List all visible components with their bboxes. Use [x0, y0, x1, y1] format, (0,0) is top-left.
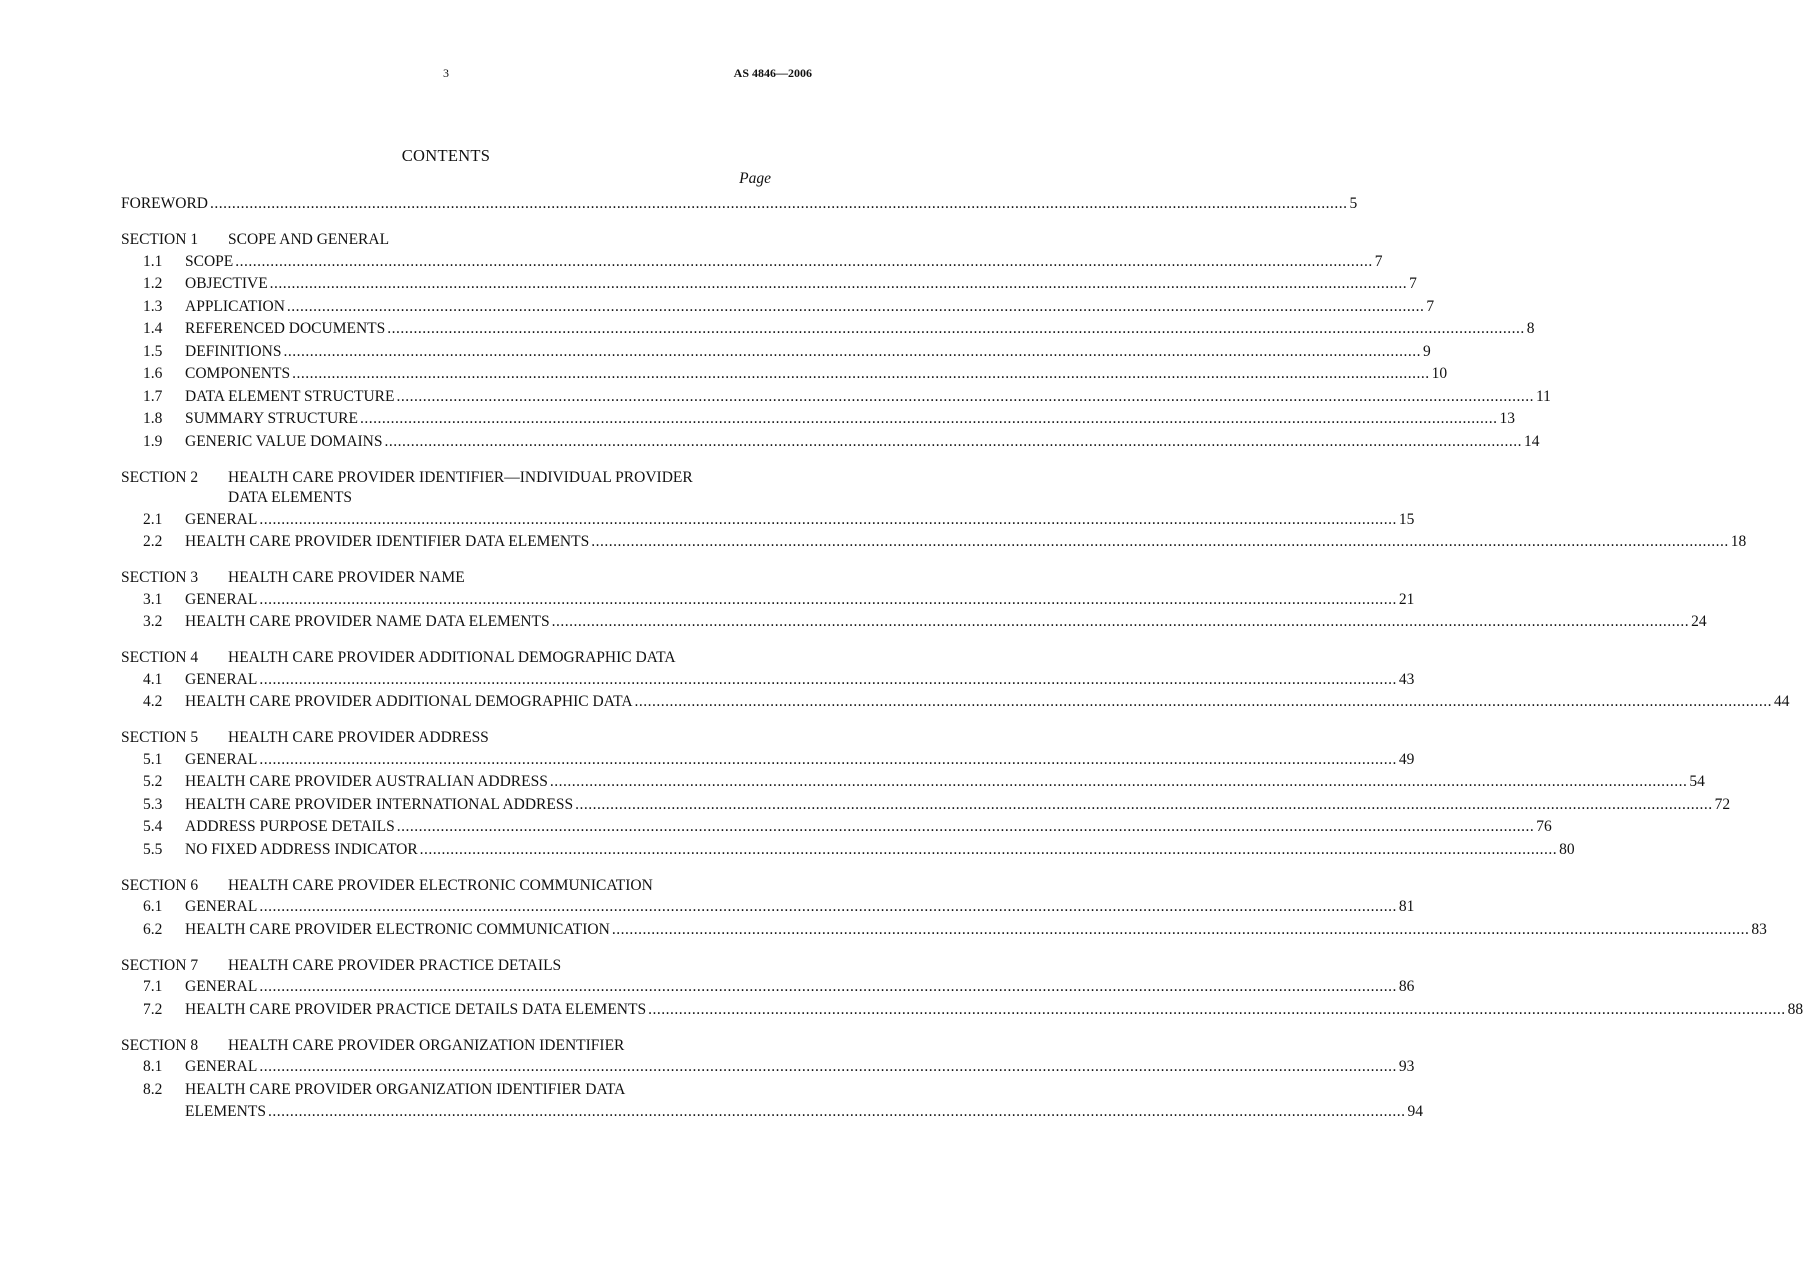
- toc-entry-label: APPLICATION: [185, 297, 285, 315]
- toc-entry-page: 43: [1398, 670, 1415, 688]
- toc-entry-number: 1.9: [143, 432, 163, 450]
- toc-entry-page: 80: [1559, 840, 1575, 858]
- toc-entry-page: 11: [1535, 387, 1551, 405]
- section-number: SECTION 3: [121, 569, 199, 586]
- toc-entry-label: HEALTH CARE PROVIDER IDENTIFIER DATA ELEMENTS: [185, 533, 590, 550]
- dot-leader: ....................................................................................................................................................................................................................................................................: [611, 920, 1750, 938]
- toc-entry-label: FOREWORD: [121, 195, 208, 212]
- dot-leader: ....................................................................................................................................................................................................................................................................: [396, 818, 1535, 835]
- dot-leader: ....................................................................................................................................................................................................................................................................: [551, 613, 1690, 630]
- toc-entry-label: HEALTH CARE PROVIDER INTERNATIONAL ADDRESS: [185, 795, 574, 813]
- toc-entry[interactable]: [121, 318, 1535, 341]
- dot-leader: ....................................................................................................................................................................................................................................................................: [269, 275, 1408, 292]
- dot-leader: ....................................................................................................................................................................................................................................................................: [286, 297, 1425, 315]
- toc-entry-label: HEALTH CARE PROVIDER NAME DATA ELEMENTS: [185, 613, 550, 630]
- toc-entry[interactable]: [121, 1079, 771, 1102]
- toc-entry-page: 24: [1691, 613, 1707, 630]
- section-number: SECTION 2: [121, 468, 199, 486]
- toc-entry-page: 7: [1409, 275, 1417, 292]
- toc-entry-label: HEALTH CARE PROVIDER PRACTICE DETAILS DATA ELEMENTS: [185, 1000, 647, 1018]
- section-title: HEALTH CARE PROVIDER PRACTICE DETAILS: [228, 956, 562, 974]
- toc-entry-page: 10: [1431, 365, 1448, 382]
- section-title: HEALTH CARE PROVIDER ADDRESS: [228, 729, 489, 746]
- toc-entry-label: HEALTH CARE PROVIDER ELECTRONIC COMMUNICATION: [185, 920, 610, 938]
- toc-entry[interactable]: [121, 341, 1431, 364]
- toc-entry[interactable]: [121, 691, 1790, 714]
- page-number: 3: [443, 66, 449, 80]
- toc-entry[interactable]: [121, 816, 1552, 839]
- section-heading[interactable]: [121, 1036, 771, 1057]
- toc-entry-number: 3.1: [143, 590, 163, 608]
- toc-entry-label: DATA ELEMENT STRUCTURE: [185, 387, 395, 405]
- toc-entry-page: 93: [1398, 1058, 1415, 1075]
- toc-entry-label: SCOPE: [185, 252, 234, 270]
- toc-entry[interactable]: [121, 431, 1540, 454]
- toc-entry-page: 88: [1787, 1000, 1803, 1018]
- toc-entry[interactable]: [121, 794, 1731, 817]
- toc-entry[interactable]: [121, 749, 1415, 772]
- toc-entry[interactable]: [121, 999, 1803, 1022]
- toc-entry-label: DEFINITIONS: [185, 342, 282, 360]
- toc-entry[interactable]: [121, 296, 1435, 319]
- toc-entry-label: NO FIXED ADDRESS INDICATOR: [185, 840, 418, 858]
- dot-leader: ....................................................................................................................................................................................................................................................................: [259, 898, 1397, 915]
- section-number: SECTION 8: [121, 1036, 199, 1054]
- toc-entry[interactable]: [121, 896, 1415, 919]
- toc-entry-page: 86: [1398, 978, 1415, 995]
- toc-entry-page: 54: [1689, 773, 1705, 790]
- toc-entry-label: HEALTH CARE PROVIDER ADDITIONAL DEMOGRAPHIC DATA: [185, 693, 633, 710]
- toc-entry-page: 9: [1422, 342, 1431, 360]
- dot-leader: ....................................................................................................................................................................................................................................................................: [283, 342, 1421, 360]
- toc-entry-number: 2.2: [143, 533, 163, 550]
- toc-entry-number: 6.1: [143, 898, 163, 915]
- dot-leader: ....................................................................................................................................................................................................................................................................: [648, 1000, 1786, 1018]
- toc-entry-number: 5.1: [143, 750, 163, 768]
- section-number: SECTION 5: [121, 729, 199, 746]
- section-title: HEALTH CARE PROVIDER ELECTRONIC COMMUNICATION: [228, 876, 653, 894]
- toc-entry-page: 49: [1398, 750, 1415, 768]
- section-title: DATA ELEMENTS: [228, 489, 353, 506]
- toc-entry[interactable]: [121, 408, 1515, 431]
- dot-leader: ....................................................................................................................................................................................................................................................................: [209, 195, 1348, 212]
- toc-entry-page: 7: [1374, 252, 1383, 270]
- toc-entry-label: GENERAL: [185, 750, 258, 768]
- toc-entry-label: GENERAL: [185, 1058, 258, 1075]
- toc-entry-number: 1.4: [143, 320, 163, 337]
- dot-leader: ....................................................................................................................................................................................................................................................................: [259, 590, 1397, 608]
- toc-entry-number: 4.1: [143, 670, 163, 688]
- dot-leader: ....................................................................................................................................................................................................................................................................: [235, 252, 1373, 270]
- toc-entry[interactable]: [121, 919, 1767, 942]
- toc-entry-page: 76: [1536, 818, 1552, 835]
- toc-entry[interactable]: [121, 669, 1415, 692]
- toc-entry-number: 6.2: [143, 920, 163, 938]
- toc-entry-page: 21: [1398, 590, 1415, 608]
- toc-entry-number: 4.2: [143, 693, 163, 710]
- dot-leader: ....................................................................................................................................................................................................................................................................: [359, 410, 1498, 427]
- dot-leader: ....................................................................................................................................................................................................................................................................: [384, 432, 1522, 450]
- toc-entry-number: 5.3: [143, 795, 163, 813]
- toc-entry-label: ELEMENTS: [185, 1103, 266, 1120]
- toc-entry[interactable]: [121, 386, 1551, 409]
- dot-leader: ....................................................................................................................................................................................................................................................................: [259, 670, 1397, 688]
- toc-entry-label: OBJECTIVE: [185, 275, 268, 292]
- toc-entry-number: 2.1: [143, 510, 163, 528]
- toc-entry-page: 72: [1714, 795, 1731, 813]
- toc-entry-number: 5.5: [143, 840, 163, 858]
- toc-entry-number: 5.2: [143, 773, 163, 790]
- toc-entry-label: GENERIC VALUE DOMAINS: [185, 432, 383, 450]
- page-column-label: Page: [739, 170, 771, 187]
- toc-entry-number: 8.2: [143, 1080, 163, 1098]
- toc-entry[interactable]: [121, 531, 1747, 554]
- toc-entry-number: 7.2: [143, 1000, 163, 1018]
- section-title: SCOPE AND GENERAL: [228, 231, 390, 248]
- section-heading[interactable]: [121, 648, 771, 669]
- section-title: HEALTH CARE PROVIDER ORGANIZATION IDENTIFIER: [228, 1036, 625, 1054]
- standard-reference: AS 4846—2006: [733, 66, 812, 80]
- toc-entry[interactable]: [121, 589, 1415, 612]
- toc-entry-page: 14: [1524, 432, 1540, 450]
- toc-entry[interactable]: [121, 251, 1383, 274]
- toc-entry-page: 15: [1398, 510, 1415, 528]
- toc-entry-label: GENERAL: [185, 898, 258, 915]
- toc-entry[interactable]: [121, 771, 1705, 794]
- toc-entry-number: 3.2: [143, 613, 163, 630]
- toc-entry-number: 1.3: [143, 297, 163, 315]
- toc-entry-foreword[interactable]: [121, 193, 1358, 216]
- dot-leader: ....................................................................................................................................................................................................................................................................: [259, 978, 1397, 995]
- page-title: CONTENTS: [401, 146, 491, 165]
- toc-entry-number: 1.5: [143, 342, 163, 360]
- toc-entry-page: 18: [1730, 533, 1747, 550]
- toc-entry[interactable]: [121, 509, 1415, 532]
- dot-leader: ....................................................................................................................................................................................................................................................................: [387, 320, 1525, 337]
- section-title: HEALTH CARE PROVIDER NAME: [228, 569, 465, 586]
- toc-entry-page: 5: [1349, 195, 1358, 212]
- dot-leader: ....................................................................................................................................................................................................................................................................: [419, 840, 1558, 858]
- dot-leader: ....................................................................................................................................................................................................................................................................: [267, 1103, 1406, 1120]
- toc-entry-label: HEALTH CARE PROVIDER ORGANIZATION IDENTIFIER DATA: [185, 1080, 626, 1098]
- toc-entry[interactable]: [121, 1101, 1423, 1124]
- toc-entry-number: 1.8: [143, 410, 163, 427]
- section-heading[interactable]: [121, 876, 771, 897]
- toc-entry-number: 1.1: [143, 252, 163, 270]
- table-of-contents: [121, 193, 1803, 1124]
- toc-entry[interactable]: [121, 611, 1707, 634]
- section-title: HEALTH CARE PROVIDER IDENTIFIER—INDIVIDUAL PROVIDER: [228, 468, 693, 486]
- section-heading[interactable]: [121, 568, 771, 589]
- toc-entry-number: 8.1: [143, 1058, 163, 1075]
- toc-entry-page: 8: [1526, 320, 1535, 337]
- toc-entry-number: 1.7: [143, 387, 163, 405]
- toc-entry-number: 5.4: [143, 818, 163, 835]
- section-heading[interactable]: [121, 230, 771, 251]
- toc-entry-label: HEALTH CARE PROVIDER AUSTRALIAN ADDRESS: [185, 773, 548, 790]
- dot-leader: ....................................................................................................................................................................................................................................................................: [549, 773, 1688, 790]
- dot-leader: ....................................................................................................................................................................................................................................................................: [259, 510, 1397, 528]
- section-heading[interactable]: [121, 728, 771, 749]
- toc-entry-number: 7.1: [143, 978, 163, 995]
- dot-leader: ....................................................................................................................................................................................................................................................................: [396, 387, 1534, 405]
- dot-leader: ....................................................................................................................................................................................................................................................................: [591, 533, 1729, 550]
- section-heading[interactable]: [121, 468, 771, 509]
- toc-entry-page: 7: [1426, 297, 1435, 315]
- section-number: SECTION 7: [121, 956, 199, 974]
- dot-leader: ....................................................................................................................................................................................................................................................................: [634, 693, 1773, 710]
- toc-entry-number: 1.2: [143, 275, 163, 292]
- section-number: SECTION 1: [121, 231, 199, 248]
- toc-entry[interactable]: [121, 1056, 1415, 1079]
- section-title: HEALTH CARE PROVIDER ADDITIONAL DEMOGRAPHIC DATA: [228, 649, 676, 666]
- toc-entry[interactable]: [121, 976, 1415, 999]
- toc-entry-label: ADDRESS PURPOSE DETAILS: [185, 818, 395, 835]
- toc-entry-page: 13: [1499, 410, 1515, 427]
- toc-entry[interactable]: [121, 273, 1417, 296]
- toc-entry-page: 81: [1398, 898, 1415, 915]
- toc-entry-page: 83: [1751, 920, 1767, 938]
- toc-entry-label: GENERAL: [185, 590, 258, 608]
- toc-entry-label: REFERENCED DOCUMENTS: [185, 320, 386, 337]
- toc-entry[interactable]: [121, 363, 1448, 386]
- toc-entry-page: 94: [1407, 1103, 1423, 1120]
- toc-entry-label: GENERAL: [185, 510, 258, 528]
- toc-entry-label: SUMMARY STRUCTURE: [185, 410, 358, 427]
- section-number: SECTION 4: [121, 649, 199, 666]
- toc-entry-page: 44: [1774, 693, 1790, 710]
- toc-entry-label: GENERAL: [185, 670, 258, 688]
- section-heading[interactable]: [121, 956, 771, 977]
- dot-leader: ....................................................................................................................................................................................................................................................................: [292, 365, 1430, 382]
- toc-entry-number: 1.6: [143, 365, 163, 382]
- section-number: SECTION 6: [121, 876, 199, 894]
- dot-leader: ....................................................................................................................................................................................................................................................................: [259, 1058, 1397, 1075]
- toc-entry-label: GENERAL: [185, 978, 258, 995]
- dot-leader: ....................................................................................................................................................................................................................................................................: [575, 795, 1713, 813]
- dot-leader: ....................................................................................................................................................................................................................................................................: [259, 750, 1397, 768]
- toc-entry[interactable]: [121, 839, 1575, 862]
- toc-entry-label: COMPONENTS: [185, 365, 291, 382]
